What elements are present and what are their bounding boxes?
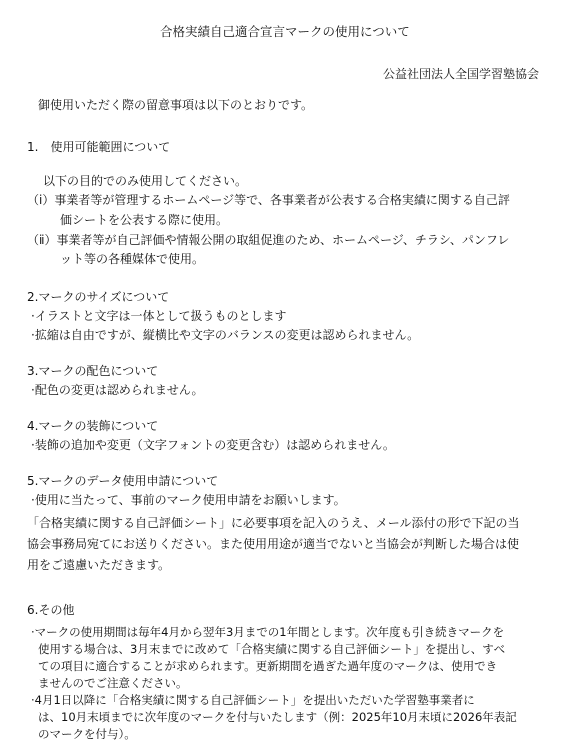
section-heading: 2.マークのサイズについて: [27, 290, 170, 304]
section-line: ·4月1日以降に「合格実績に関する自己評価シート」を提出いただいた学習塾事業者に: [31, 693, 475, 707]
intro-text: 御使用いただく際の留意事項は以下のとおりです。: [38, 98, 314, 112]
section-line: ての項目に適合することが求められます。更新期間を過ぎた過年度のマークは、使用でき: [38, 659, 498, 673]
section-heading: 5.マークのデータ使用申請について: [27, 474, 219, 488]
section-line: ·拡縮は自由ですが、縦横比や文字のバランスの変更は認められません。: [31, 328, 420, 342]
section-line: 価シートを公表する際に使用。: [60, 213, 229, 227]
section-line: （ⅱ）事業者等が自己評価や情報公開の取組促進のため、ホームページ、チラシ、パンフレ: [27, 233, 510, 247]
section-line: 協会事務局宛てにお送りください。また使用用途が適当でないと当協会が判断した場合は使: [27, 537, 520, 551]
section-line: ·イラストと文字は一体として扱うものとします: [31, 309, 287, 323]
section-line: ませんのでご注意ください。: [38, 676, 188, 690]
section-line: 「合格実績に関する自己評価シート」に必要事項を記入のうえ、メール添付の形で下記の当: [27, 516, 520, 530]
section-line: は、10月末頃までに次年度のマークを付与いたします（例：2025年10月末頃に2026年表記: [38, 710, 517, 724]
section-heading: 1. 使用可能範囲について: [27, 140, 171, 154]
section-heading: 6.その他: [27, 603, 75, 617]
section-line: （ⅰ）事業者等が管理するホームページ等で、各事業者が公表する合格実績に関する自己評: [27, 193, 510, 207]
section-line: ·装飾の追加や変更（文字フォントの変更含む）は認められません。: [31, 438, 395, 452]
section-heading: 4.マークの装飾について: [27, 419, 159, 433]
section-line: 用をご遠慮いただきます。: [27, 558, 171, 572]
section-line: ット等の各種媒体で使用。: [60, 252, 205, 266]
section-line: ·使用に当たって、事前のマーク使用申請をお願いします。: [31, 493, 346, 507]
section-line: のマークを付与）。: [38, 727, 136, 741]
section-line: 以下の目的でのみ使用してください。: [43, 174, 248, 188]
organization-name: 公益社団法人全国学習塾協会: [383, 67, 540, 81]
section-line: ·配色の変更は認められません。: [31, 383, 204, 397]
section-line: ·マークの使用期間は毎年4月から翌年3月までの1年間とします。次年度も引き続きマークを: [31, 625, 505, 639]
document-title: 合格実績自己適合宣言マークの使用について: [160, 24, 410, 39]
section-heading: 3.マークの配色について: [27, 364, 159, 378]
section-line: 使用する場合は、3月末までに改めて「合格実績に関する自己評価シート」を提出し、すべ: [38, 642, 506, 656]
